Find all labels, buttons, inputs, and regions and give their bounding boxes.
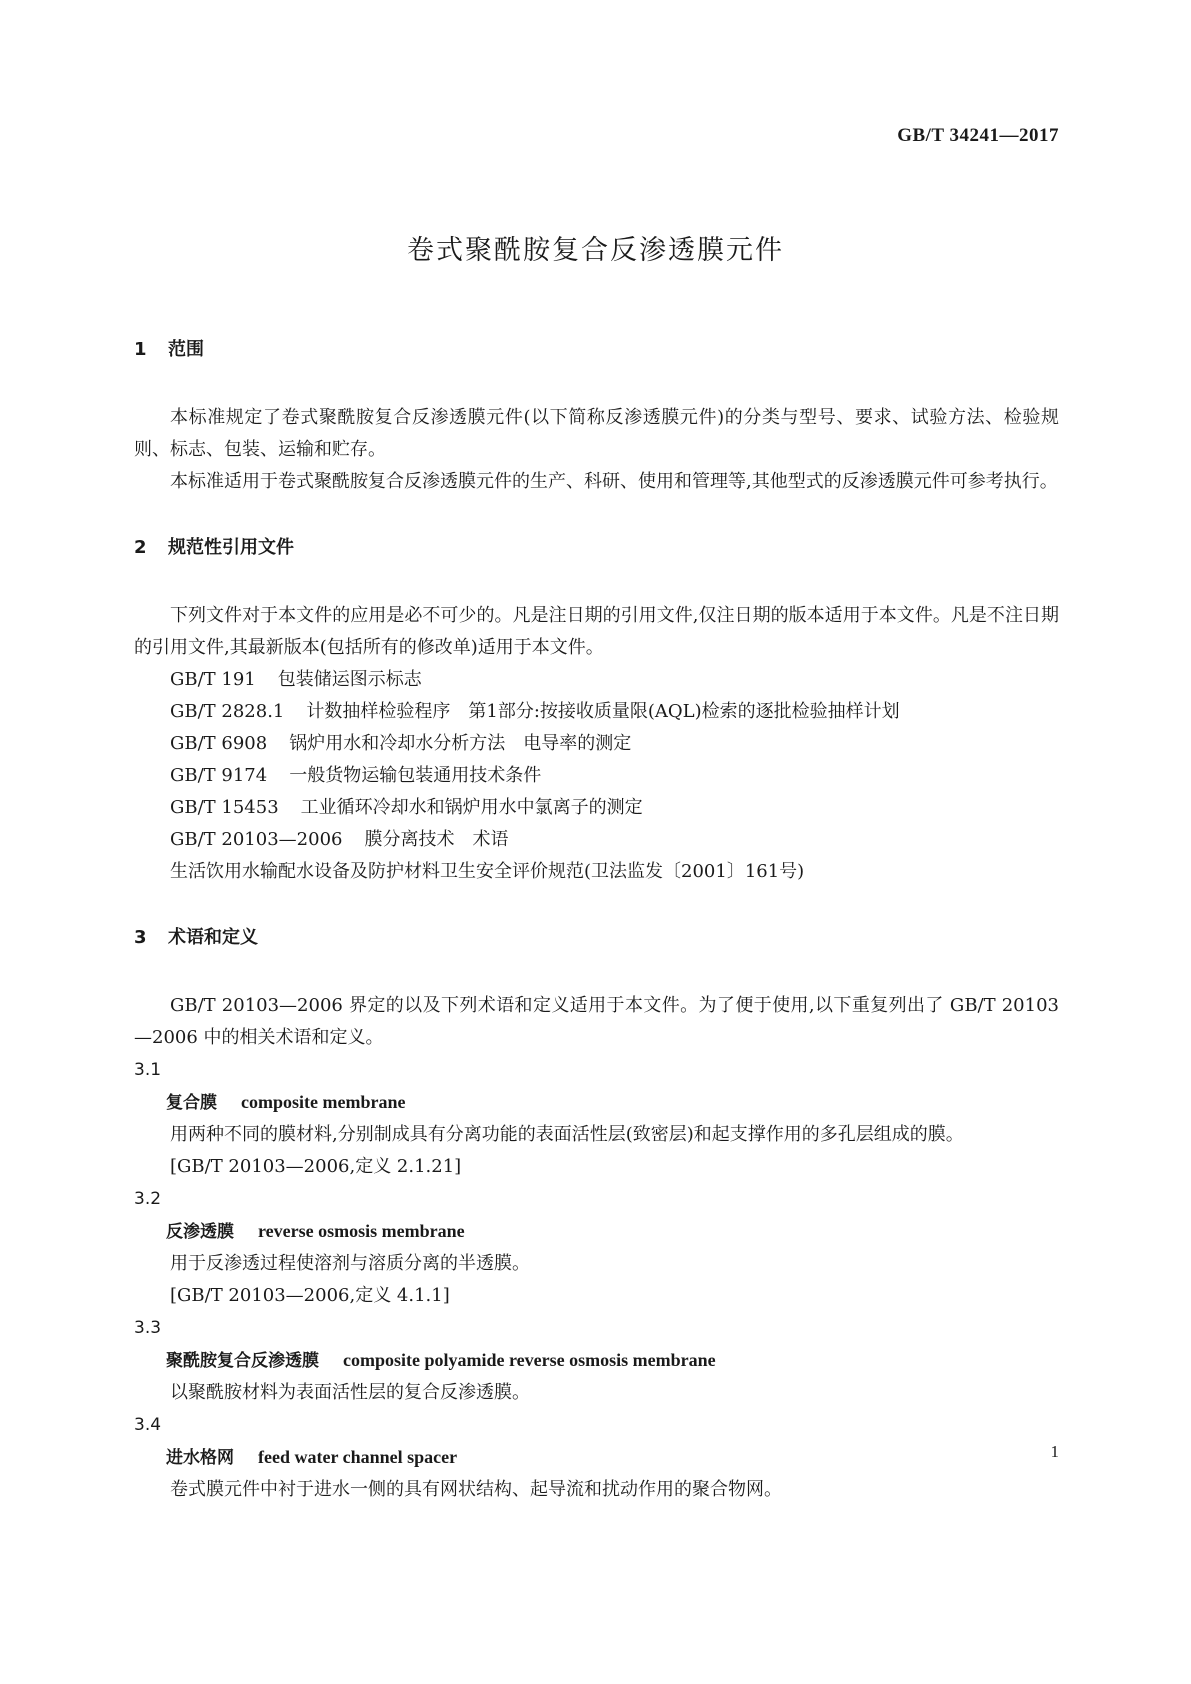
standard-code: GB/T 34241—2017 — [897, 125, 1059, 146]
section-number: 1 — [134, 339, 147, 360]
section-1-heading — [134, 334, 1059, 366]
term-zh: 复合膜 — [166, 1093, 217, 1113]
paragraph: 本标准适用于卷式聚酰胺复合反渗透膜元件的生产、科研、使用和管理等,其他型式的反渗透膜元件可参考执行。 — [170, 471, 1058, 492]
term-heading — [134, 1215, 1059, 1248]
reference-item — [134, 664, 1059, 696]
reference-title: 锅炉用水和冷却水分析方法 电导率的测定 — [289, 733, 632, 754]
term-en: feed water channel spacer — [258, 1447, 458, 1467]
reference-code: GB/T 191 — [170, 669, 256, 690]
term-number: 3.4 — [134, 1415, 162, 1435]
term-source: [GB/T 20103—2006,定义 4.1.1] — [170, 1285, 450, 1306]
reference-title: 计数抽样检验程序 第1部分:按接收质量限(AQL)检索的逐批检验抽样计划 — [306, 701, 900, 722]
term-definition: 卷式膜元件中衬于进水一侧的具有网状结构、起导流和扰动作用的聚合物网。 — [170, 1479, 782, 1500]
term-en: composite polyamide reverse osmosis membrane — [343, 1350, 716, 1370]
term-definition: 以聚酰胺材料为表面活性层的复合反渗透膜。 — [170, 1382, 530, 1403]
section-number: 2 — [134, 537, 147, 558]
paragraph: 本标准规定了卷式聚酰胺复合反渗透膜元件(以下简称反渗透膜元件)的分类与型号、要求、试验方法、检验规则、标志、包装、运输和贮存。 — [134, 407, 1059, 460]
term-zh: 聚酰胺复合反渗透膜 — [166, 1351, 319, 1371]
term-heading — [134, 1344, 1059, 1377]
reference-code: GB/T 9174 — [170, 765, 268, 786]
reference-item — [134, 728, 1059, 760]
reference-item — [134, 792, 1059, 824]
section-title: 术语和定义 — [168, 927, 258, 948]
term-heading — [134, 1086, 1059, 1119]
reference-item — [134, 824, 1059, 856]
section-3-heading — [134, 922, 1059, 954]
term-definition: 用于反渗透过程使溶剂与溶质分离的半透膜。 — [170, 1253, 530, 1274]
reference-item: 生活饮用水输配水设备及防护材料卫生安全评价规范(卫法监发〔2001〕161号) — [170, 861, 805, 882]
term-number: 3.2 — [134, 1189, 162, 1209]
term-en: composite membrane — [241, 1092, 406, 1112]
term-heading — [134, 1441, 1059, 1474]
term-definition: 用两种不同的膜材料,分别制成具有分离功能的表面活性层(致密层)和起支撑作用的多孔层组成的膜。 — [170, 1124, 964, 1145]
term-zh: 反渗透膜 — [166, 1222, 234, 1242]
term-en: reverse osmosis membrane — [258, 1221, 465, 1241]
term-number: 3.3 — [134, 1318, 162, 1338]
reference-code: GB/T 20103—2006 — [170, 829, 343, 850]
term-source: [GB/T 20103—2006,定义 2.1.21] — [170, 1156, 462, 1177]
section-title: 范围 — [168, 339, 204, 360]
reference-title: 工业循环冷却水和锅炉用水中氯离子的测定 — [300, 797, 643, 818]
section-number: 3 — [134, 927, 147, 948]
term-number: 3.1 — [134, 1060, 162, 1080]
reference-code: GB/T 2828.1 — [170, 701, 285, 722]
paragraph: GB/T 20103—2006 界定的以及下列术语和定义适用于本文件。为了便于使用,以下重复列出了 GB/T 20103—2006 中的相关术语和定义。 — [134, 995, 1059, 1048]
reference-code: GB/T 6908 — [170, 733, 268, 754]
document-title: 卷式聚酰胺复合反渗透膜元件 — [407, 235, 784, 266]
section-title: 规范性引用文件 — [168, 537, 294, 558]
page-number: 1 — [1050, 1442, 1059, 1461]
section-2-heading — [134, 532, 1059, 564]
reference-title: 一般货物运输包装通用技术条件 — [289, 765, 542, 786]
document-body — [134, 334, 1059, 1506]
reference-code: GB/T 15453 — [170, 797, 279, 818]
reference-item — [134, 760, 1059, 792]
term-zh: 进水格网 — [166, 1448, 234, 1468]
paragraph: 下列文件对于本文件的应用是必不可少的。凡是注日期的引用文件,仅注日期的版本适用于本文件。凡是不注日期的引用文件,其最新版本(包括所有的修改单)适用于本文件。 — [134, 605, 1059, 658]
reference-title: 包装储运图示标志 — [277, 669, 422, 690]
reference-title: 膜分离技术 术语 — [364, 829, 509, 850]
reference-item — [134, 696, 1059, 728]
